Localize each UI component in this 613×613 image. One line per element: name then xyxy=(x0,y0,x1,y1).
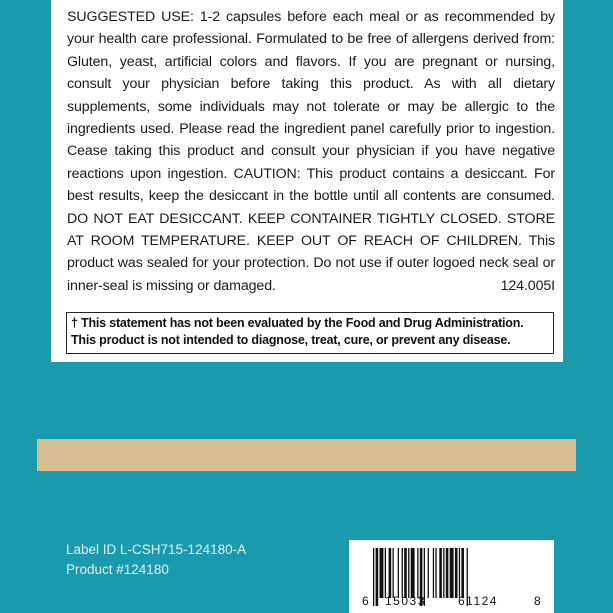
barcode-right-group: 61124 xyxy=(458,594,498,608)
left-edge-band xyxy=(0,0,37,613)
barcode xyxy=(349,540,554,613)
barcode-bar xyxy=(380,548,384,598)
barcode-bar xyxy=(408,548,409,598)
usage-line: your health care professional. Formulated to be free of allergens derived from: xyxy=(67,31,555,48)
suggested-use-text xyxy=(67,6,555,297)
usage-line: best results, keep the desiccant in the bottle until all contents are consumed. xyxy=(67,188,555,205)
barcode-bar xyxy=(404,548,407,598)
barcode-left-group: 15033 xyxy=(385,594,426,608)
barcode-bar xyxy=(389,548,392,598)
usage-last-line-text: inner-seal is missing or damaged. xyxy=(67,277,276,294)
fda-disclaimer-box xyxy=(66,312,554,354)
usage-line: reactions upon ingestion. CAUTION: This product contains a desiccant. For xyxy=(67,165,555,182)
barcode-bar xyxy=(411,548,415,598)
barcode-bar xyxy=(450,548,454,598)
barcode-bar xyxy=(398,548,399,598)
usage-line: ingredients used. Please read the ingredient panel carefully prior to ingestion. xyxy=(67,121,555,138)
barcode-bar xyxy=(376,548,379,606)
label-id-text: Label ID L-CSH715-124180-A xyxy=(66,542,247,557)
usage-line: Gluten, yeast, artificial colors and flavors. If you are pregnant or nursing, xyxy=(67,53,555,70)
label-info xyxy=(66,540,246,580)
usage-line: consult your physician before taking this product. As with all dietary xyxy=(67,76,555,93)
barcode-bar xyxy=(439,548,442,598)
barcode-bar xyxy=(435,548,436,598)
disclaimer-line-2: This product is not intended to diagnose, treat, cure, or prevent any disease. xyxy=(71,333,511,347)
barcode-bar xyxy=(393,548,394,598)
usage-line: supplements, some individuals may not tolerate or may be allergic to the xyxy=(67,98,555,115)
barcode-bar xyxy=(461,548,464,598)
barcode-bar xyxy=(443,548,444,598)
usage-last-line xyxy=(67,275,555,297)
directions-panel xyxy=(51,0,563,362)
barcode-bar xyxy=(428,548,429,598)
right-edge-band xyxy=(576,0,613,613)
barcode-bar xyxy=(385,548,386,598)
usage-line: SUGGESTED USE: 1-2 capsules before each meal or as recommended by xyxy=(67,9,555,25)
barcode-bars xyxy=(349,540,554,613)
tan-stripe xyxy=(37,439,576,471)
usage-line: DO NOT EAT DESICCANT. KEEP CONTAINER TIGHTLY CLOSED. STORE xyxy=(67,210,555,227)
usage-line: Cease taking this product and consult your physician if you have negative xyxy=(67,143,555,160)
barcode-bar xyxy=(455,548,458,598)
product-number-text: Product #124180 xyxy=(66,562,169,577)
barcode-bar xyxy=(417,548,418,598)
product-code: 124.005I xyxy=(500,277,555,294)
barcode-lead-digit: 6 xyxy=(362,594,369,608)
barcode-check-digit: 8 xyxy=(534,594,541,608)
barcode-bar xyxy=(373,548,374,606)
usage-line: AT ROOM TEMPERATURE. KEEP OUT OF REACH OF CHILDREN. This xyxy=(67,233,555,250)
barcode-bar xyxy=(433,548,434,598)
barcode-bar xyxy=(446,548,449,598)
barcode-bar xyxy=(459,548,460,598)
barcode-bar xyxy=(402,548,403,598)
usage-line: product was sealed for your protection. Do not use if outer logoed neck seal or xyxy=(67,255,555,272)
disclaimer-line-1: † This statement has not been evaluated by the Food and Drug Administration. xyxy=(71,316,524,330)
